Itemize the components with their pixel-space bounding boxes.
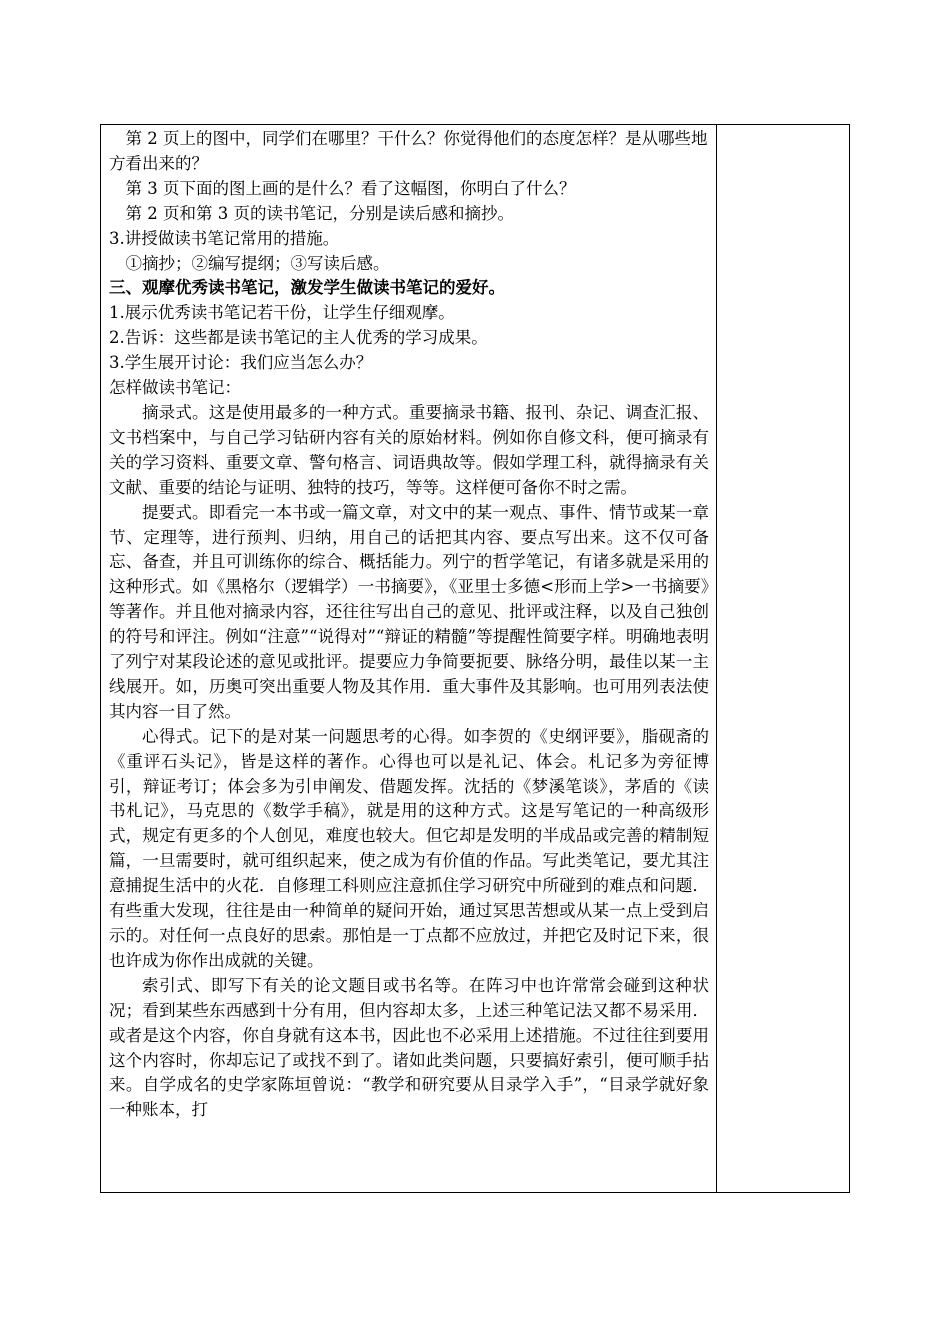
lesson-table bbox=[100, 124, 850, 1193]
paragraph: 3.学生展开讨论：我们应当怎么办？ bbox=[109, 353, 373, 373]
paragraph: 1.展示优秀读书笔记若干份，让学生仔细观摩。 bbox=[109, 303, 455, 323]
section-heading: 三、观摩优秀读书笔记，激发学生做读书笔记的爱好。 bbox=[109, 278, 505, 298]
paragraph: 心得式。记下的是对某一问题思考的心得。如李贺的《史纲评要》，脂砚斋的《重评石头记》，皆是这样的著作。心得也可以是礼记、体会。札记多为旁征博引，辩证考订；体会多为引申阐发、借题发挥。沈括的《梦溪笔谈》，茅盾的《读书札记》，马克思的《数学手稿》，就是用的这种方式。这是写笔记的一种高级形式，规定有更多的个人创见，难度也较大。但它却是发明的半成品或完善的精制短篇，一旦需要时，就可组织起来，使之成为有价值的作品。写此类笔记，要尤其注意捕捉生活中的火花．自修理工科则应注意抓住学习研究中所碰到的难点和问题．有些重大发现，往往是由一种简单的疑问开始，通过冥思苦想或从某一点上受到启示的。对任何一点良好的思索。那怕是一丁点都不应放过，并把它及时记下来，很也许成为你作出成就的关键。 bbox=[109, 726, 709, 970]
paragraph: 2.告诉：这些都是读书笔记的主人优秀的学习成果。 bbox=[109, 328, 488, 348]
paragraph: 怎样做读书笔记： bbox=[109, 378, 241, 398]
paragraph: 摘录式。这是使用最多的一种方式。重要摘录书籍、报刊、杂记、调查汇报、文书档案中，与自己学习钻研内容有关的原始材料。例如你自修文科，便可摘录有关的学习资料、重要文章、警句格言、词语典故等。假如学理工科，就得摘录有关文献、重要的结论与证明、独特的技巧，等等。这样便可备你不时之需。 bbox=[109, 402, 709, 497]
paragraph: 第 2 页上的图中，同学们在哪里？干什么？你觉得他们的态度怎样？是从哪些地方看出来的？ bbox=[109, 129, 708, 173]
paragraph: 索引式、即写下有关的论文题目或书名等。在阵习中也许常常会碰到这种状况；看到某些东西感到十分有用，但内容却太多，上述三种笔记法又都不易采用．或者是这个内容，你自身就有这本书，因此也不必采用上述措施。不过往往到要用这个内容时，你却忘记了或找不到了。诸如此类问题，只要搞好索引，便可顺手拈来。自学成名的史学家陈垣曾说：“教学和研究要从目录学入手”，“目录学就好象一种账本，打 bbox=[109, 975, 709, 1120]
paragraph: 第 2 页和第 3 页的读书笔记，分别是读后感和摘抄。 bbox=[125, 203, 514, 223]
paragraph: 3.讲授做读书笔记常用的措施。 bbox=[109, 228, 340, 248]
lesson-content bbox=[109, 127, 709, 1123]
paragraph: 第 3 页下面的图上画的是什么？看了这幅图，你明白了什么？ bbox=[125, 178, 576, 198]
paragraph: 提要式。即看完一本书或一篇文章，对文中的某一观点、事件、情节或某一章节、定理等，进行预判、归纳，用自己的话把其内容、要点写出来。这不仅可备忘、备查，并且可训练你的综合、概括能力。列宁的哲学笔记，有诸多就是采用的这种形式。如《黑格尔（逻辑学）一书摘要》，《亚里士多德<形而上学>一书摘要》等著作。并且他对摘录内容，还往往写出自己的意见、批评或注释，以及自己独创的符号和评注。例如“注意”“说得对”“辩证的精髓”等提醒性简要字样。明确地表明了列宁对某段论述的意见或批评。提要应力争简要扼要、脉络分明，最佳以某一主线展开。如，历奥可突出重要人物及其作用．重大事件及其影响。也可用列表法使其内容一目了然。 bbox=[109, 502, 709, 721]
column-divider bbox=[716, 125, 717, 1192]
paragraph: ①摘抄；②编写提纲；③写读后感。 bbox=[125, 253, 390, 273]
